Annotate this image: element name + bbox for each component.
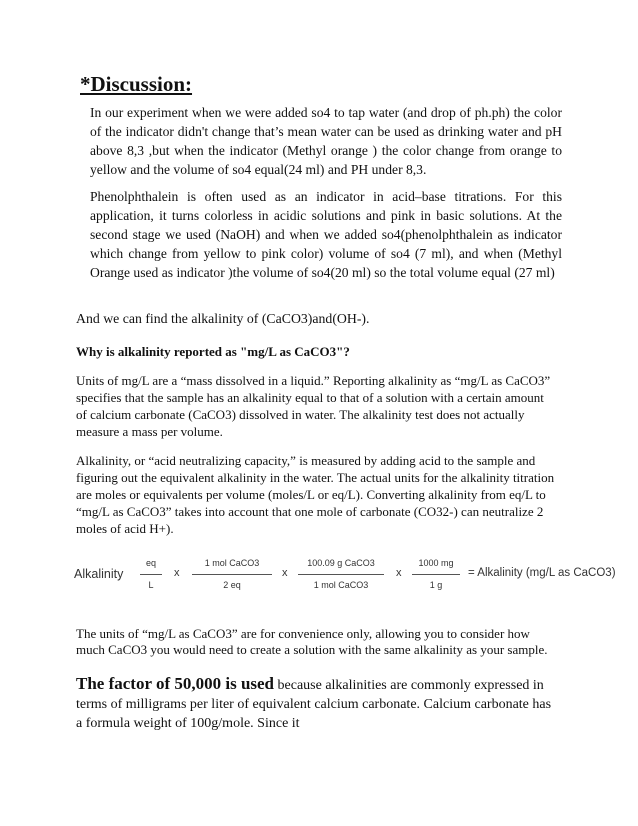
formula-times-1: x: [174, 567, 180, 579]
formula-fraction-3-numerator: 100.09 g CaCO3: [307, 558, 375, 568]
units-paragraph: Units of mg/L are a “mass dissolved in a liquid.” Reporting alkalinity as “mg/L as CaCO3” specifies that the sample has an alkalinity equal to that of a solution with a certain amount of calcium carbonate (CaCO3) dissolved in water. The alkalinity test does not actually measure a mass per volume.: [76, 373, 551, 439]
formula-fraction-4-denominator: 1 g: [429, 580, 443, 590]
factor-paragraph: [76, 674, 556, 733]
alkalinity-intro-line: And we can find the alkalinity of (CaCO3)and(OH-).: [76, 311, 370, 326]
factor-rest: because alkalinities are commonly expressed in terms of milligrams per liter of equivalent calcium carbonate. Calcium carbonate has a formula weight of 100g/mole. Since it: [76, 678, 552, 731]
formula-fraction-2-denominator: 2 eq: [223, 580, 241, 590]
formula-fraction-1-denominator: L: [148, 580, 154, 590]
formula-lhs: Alkalinity: [74, 567, 124, 581]
factor-lead: The factor of 50,000 is used: [76, 674, 275, 693]
formula-fraction-1-bar: [140, 574, 162, 575]
formula-rhs: = Alkalinity (mg/L as CaCO3): [468, 567, 616, 579]
discussion-paragraph-2: Phenolphthalein is often used as an indicator in acid–base titrations. For this application, it turns colorless in acidic solutions and pink in basic solutions. At the second stage we used (NaOH) and when we added so4(phenolphthalein as indicator which change from yellow to pink color) volume of so4 (7 ml), and when (Methyl Orange used as indicator )the volume of so4(20 ml) so the total volume equal (27 ml): [90, 189, 562, 280]
question-heading: Why is alkalinity reported as "mg/L as CaCO3"?: [76, 344, 350, 359]
alkalinity-formula: [74, 552, 614, 602]
formula-fraction-4-bar: [412, 574, 460, 575]
formula-fraction-2-bar: [192, 574, 272, 575]
convenience-paragraph: The units of “mg/L as CaCO3” are for convenience only, allowing you to consider how much CaCO3 you would need to create a solution with the same alkalinity as your sample.: [76, 626, 548, 657]
formula-times-2: x: [282, 567, 288, 579]
formula-fraction-4-numerator: 1000 mg: [418, 558, 454, 568]
discussion-paragraph-1: In our experiment when we were added so4 to tap water (and drop of ph.ph) the color of the indicator didn't change that’s mean water can be used as drinking water and pH above 8,3 ,but when the indicator (Methyl orange ) the color change from orange to yellow and the volume of so4 equal(24 ml) and PH under 8,3.: [90, 105, 562, 177]
discussion-heading: *Discussion:: [80, 72, 193, 96]
formula-fraction-3-bar: [298, 574, 384, 575]
formula-fraction-3-denominator: 1 mol CaCO3: [313, 580, 369, 590]
formula-fraction-1-numerator: eq: [145, 558, 156, 568]
acid-neutralizing-paragraph: Alkalinity, or “acid neutralizing capacity,” is measured by adding acid to the sample and figuring out the equivalent alkalinity in the water. The actual units for the alkalinity titration are moles or equivalents per volume (moles/L or eq/L). Converting alkalinity from eq/L to “mg/L as CaCO3” takes into account that one mole of carbonate (CO32-) can neutralize 2 moles of acid H+).: [76, 453, 555, 536]
formula-times-3: x: [396, 567, 402, 579]
formula-fraction-2-numerator: 1 mol CaCO3: [204, 558, 260, 568]
